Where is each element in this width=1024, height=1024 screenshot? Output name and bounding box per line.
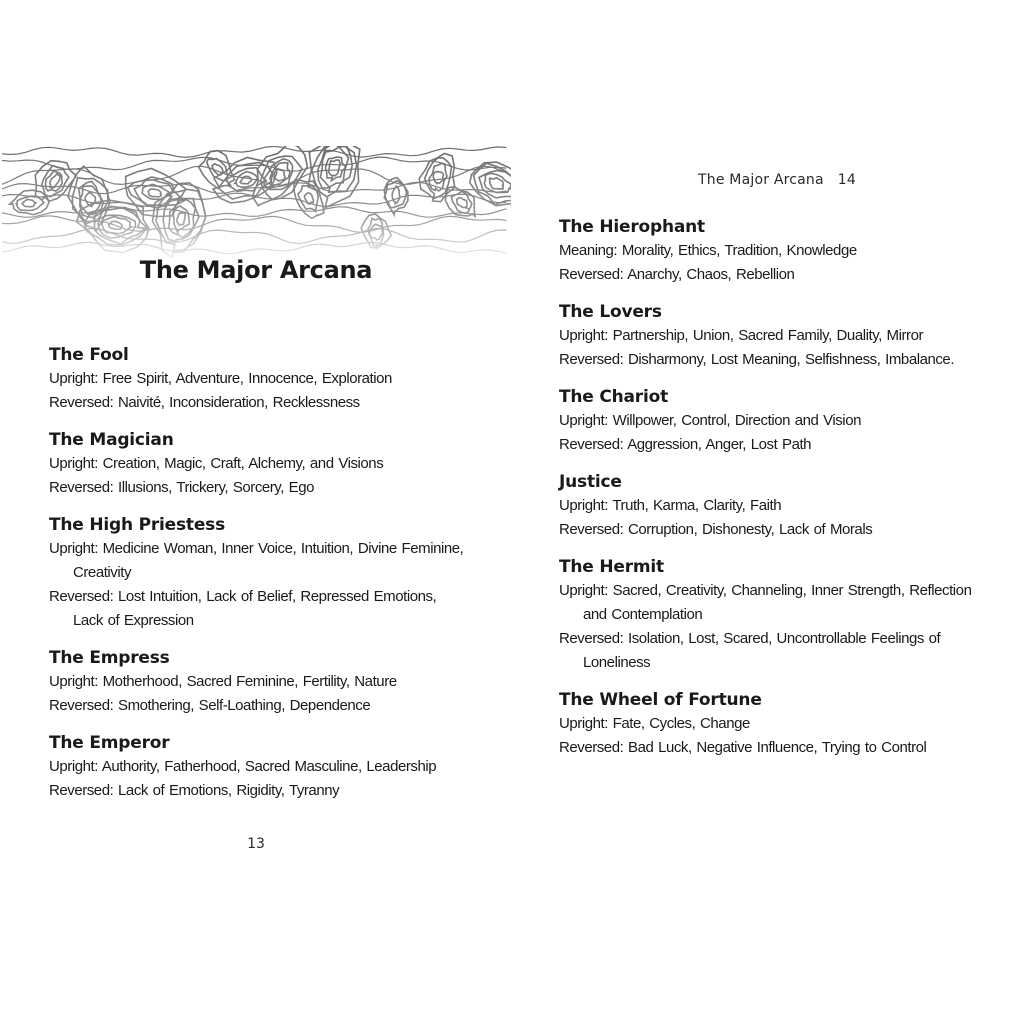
card-meaning-line: Upright: Motherhood, Sacred Feminine, Fertility, Nature bbox=[49, 673, 397, 690]
contour-line bbox=[433, 172, 443, 184]
card-entry bbox=[559, 300, 979, 372]
card-list-right bbox=[559, 215, 979, 773]
card-name: The Emperor bbox=[49, 733, 170, 753]
chapter-title: The Major Arcana bbox=[139, 256, 373, 284]
card-entry bbox=[559, 385, 979, 457]
card-meaning-line: Reversed: Disharmony, Lost Meaning, Selfishness, Imbalance. bbox=[559, 351, 955, 368]
contour-wave bbox=[2, 242, 506, 253]
card-entry bbox=[559, 215, 979, 287]
page-number: 13 bbox=[247, 836, 265, 852]
card-meaning-line: Reversed: Illusions, Trickery, Sorcery, Ego bbox=[49, 479, 315, 496]
card-meaning-line: Upright: Free Spirit, Adventure, Innocence, Exploration bbox=[49, 370, 392, 387]
running-head-title: The Major Arcana bbox=[698, 172, 824, 188]
card-meaning-line: Reversed: Smothering, Self-Loathing, Dependence bbox=[49, 697, 371, 714]
card-meaning-line: Upright: Creation, Magic, Craft, Alchemy, and Visions bbox=[49, 455, 384, 472]
card-meaning-line: Upright: Medicine Woman, Inner Voice, Intuition, Divine Feminine, Creativity bbox=[49, 540, 464, 581]
card-list-left bbox=[49, 343, 469, 816]
contour-line bbox=[329, 160, 341, 176]
card-name: The Magician bbox=[49, 430, 174, 450]
card-meaning-line: Upright: Partnership, Union, Sacred Family, Duality, Mirror bbox=[559, 327, 924, 344]
contour-line bbox=[22, 199, 36, 206]
card-entry bbox=[49, 513, 469, 633]
card-entry bbox=[49, 428, 469, 500]
contour-line bbox=[484, 173, 511, 192]
card-name: The High Priestess bbox=[49, 515, 226, 535]
card-meaning-line: Reversed: Lack of Emotions, Rigidity, Tyranny bbox=[49, 782, 340, 799]
card-meaning-line: Upright: Truth, Karma, Clarity, Faith bbox=[559, 497, 782, 514]
running-head bbox=[698, 172, 856, 188]
card-meaning-line: Upright: Authority, Fatherhood, Sacred Masculine, Leadership bbox=[49, 758, 437, 775]
contour-line bbox=[457, 198, 468, 209]
card-entry bbox=[49, 646, 469, 718]
card-meaning-line: Reversed: Lost Intuition, Lack of Belief, Repressed Emotions, Lack of Expression bbox=[49, 588, 437, 629]
card-meaning-line: Reversed: Corruption, Dishonesty, Lack of Morals bbox=[559, 521, 873, 538]
running-head-page-number: 14 bbox=[837, 172, 856, 188]
card-entry bbox=[49, 343, 469, 415]
card-name: The Empress bbox=[49, 648, 170, 668]
card-meaning-line: Reversed: Aggression, Anger, Lost Path bbox=[559, 436, 812, 453]
card-name: The Fool bbox=[49, 345, 129, 365]
card-entry bbox=[559, 688, 979, 760]
card-meaning-line: Reversed: Naivité, Inconsideration, Recklessness bbox=[49, 394, 360, 411]
card-name: The Hermit bbox=[559, 557, 664, 577]
topographic-banner-icon bbox=[2, 146, 511, 266]
contour-line bbox=[490, 178, 504, 189]
card-meaning-line: Reversed: Isolation, Lost, Scared, Uncontrollable Feelings of Loneliness bbox=[559, 630, 941, 671]
card-name: Justice bbox=[559, 472, 622, 492]
contour-line bbox=[148, 189, 161, 197]
card-name: The Hierophant bbox=[559, 217, 705, 237]
contour-wave bbox=[2, 146, 506, 157]
contour-wave bbox=[2, 228, 506, 243]
card-name: The Wheel of Fortune bbox=[559, 690, 762, 710]
contour-line bbox=[318, 146, 352, 192]
card-name: The Lovers bbox=[559, 302, 662, 322]
card-meaning-line: Upright: Willpower, Control, Direction and Vision bbox=[559, 412, 861, 429]
right-page bbox=[512, 0, 1024, 1024]
card-name: The Chariot bbox=[559, 387, 669, 407]
card-meaning-line: Reversed: Anarchy, Chaos, Rebellion bbox=[559, 266, 795, 283]
contour-line bbox=[177, 212, 185, 226]
card-meaning-line: Upright: Sacred, Creativity, Channeling, Inner Strength, Reflection and Contemplation bbox=[559, 582, 972, 623]
card-entry bbox=[559, 555, 979, 675]
card-entry bbox=[559, 470, 979, 542]
card-meaning-line: Reversed: Bad Luck, Negative Influence, Trying to Control bbox=[559, 739, 927, 756]
card-entry bbox=[49, 731, 469, 803]
card-meaning-line: Upright: Fate, Cycles, Change bbox=[559, 715, 750, 732]
card-meaning-line: Meaning: Morality, Ethics, Tradition, Knowledge bbox=[559, 242, 857, 259]
